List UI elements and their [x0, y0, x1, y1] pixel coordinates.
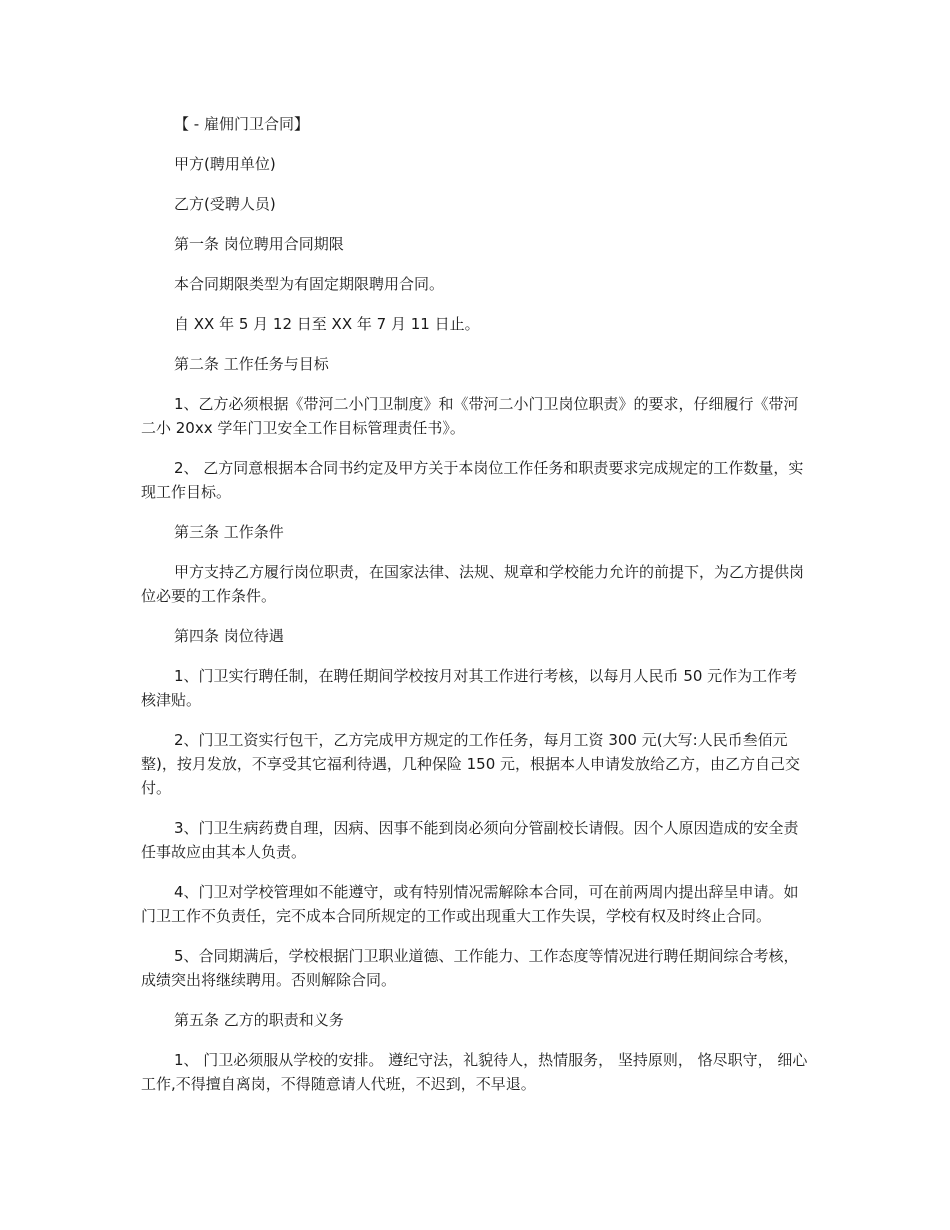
article-4-item-2: 2、门卫工资实行包干，乙方完成甲方规定的工作任务，每月工资 300 元(大写:人民币叁佰元整)，按月发放，不享受其它福利待遇，几种保险 150 元，根据本人申请发放给乙方，由乙方自己交付。	[141, 731, 801, 797]
article-1-paragraph-1: 本合同期限类型为有固定期限聘用合同。	[174, 275, 445, 293]
article-3-heading: 第三条 工作条件	[174, 523, 284, 541]
article-4-item-3: 3、门卫生病药费自理，因病、因事不能到岗必须向分管副校长请假。因个人原因造成的安全责任事故应由其本人负责。	[141, 819, 799, 861]
article-4-heading: 第四条 岗位待遇	[174, 627, 284, 645]
article-4-item-1: 1、门卫实行聘任制，在聘任期间学校按月对其工作进行考核，以每月人民币 50 元作为工作考核津贴。	[141, 667, 798, 709]
article-5-item-1: 1、 门卫必须服从学校的安排。 遵纪守法，礼貌待人，热情服务， 坚持原则， 恪尽职守， 细心工作,不得擅自离岗，不得随意请人代班，不迟到，不早退。	[141, 1051, 808, 1093]
document-page	[141, 112, 809, 1112]
article-1-heading: 第一条 岗位聘用合同期限	[174, 235, 344, 253]
article-1-paragraph-2: 自 XX 年 5 月 12 日至 XX 年 7 月 11 日止。	[174, 315, 480, 333]
party-b-line: 乙方(受聘人员)	[174, 195, 276, 213]
article-2-heading: 第二条 工作任务与目标	[174, 355, 329, 373]
article-4-item-5: 5、合同期满后，学校根据门卫职业道德、工作能力、工作态度等情况进行聘任期间综合考核，成绩突出将继续聘用。否则解除合同。	[141, 947, 799, 989]
article-3-paragraph: 甲方支持乙方履行岗位职责，在国家法律、法规、规章和学校能力允许的前提下，为乙方提供岗位必要的工作条件。	[141, 563, 805, 605]
article-5-heading: 第五条 乙方的职责和义务	[174, 1011, 344, 1029]
article-4-item-4: 4、门卫对学校管理如不能遵守，或有特别情况需解除本合同，可在前两周内提出辞呈申请。如门卫工作不负责任，完不成本合同所规定的工作或出现重大工作失误，学校有权及时终止合同。	[141, 883, 799, 925]
party-a-line: 甲方(聘用单位)	[174, 155, 276, 173]
article-2-item-2: 2、 乙方同意根据本合同书约定及甲方关于本岗位工作任务和职责要求完成规定的工作数量，实现工作目标。	[141, 459, 804, 501]
document-title: 【 - 雇佣门卫合同】	[174, 115, 309, 133]
article-2-item-1: 1、乙方必须根据《带河二小门卫制度》和《带河二小门卫岗位职责》的要求，仔细履行《带河二小 20xx 学年门卫安全工作目标管理责任书》。	[141, 395, 799, 437]
